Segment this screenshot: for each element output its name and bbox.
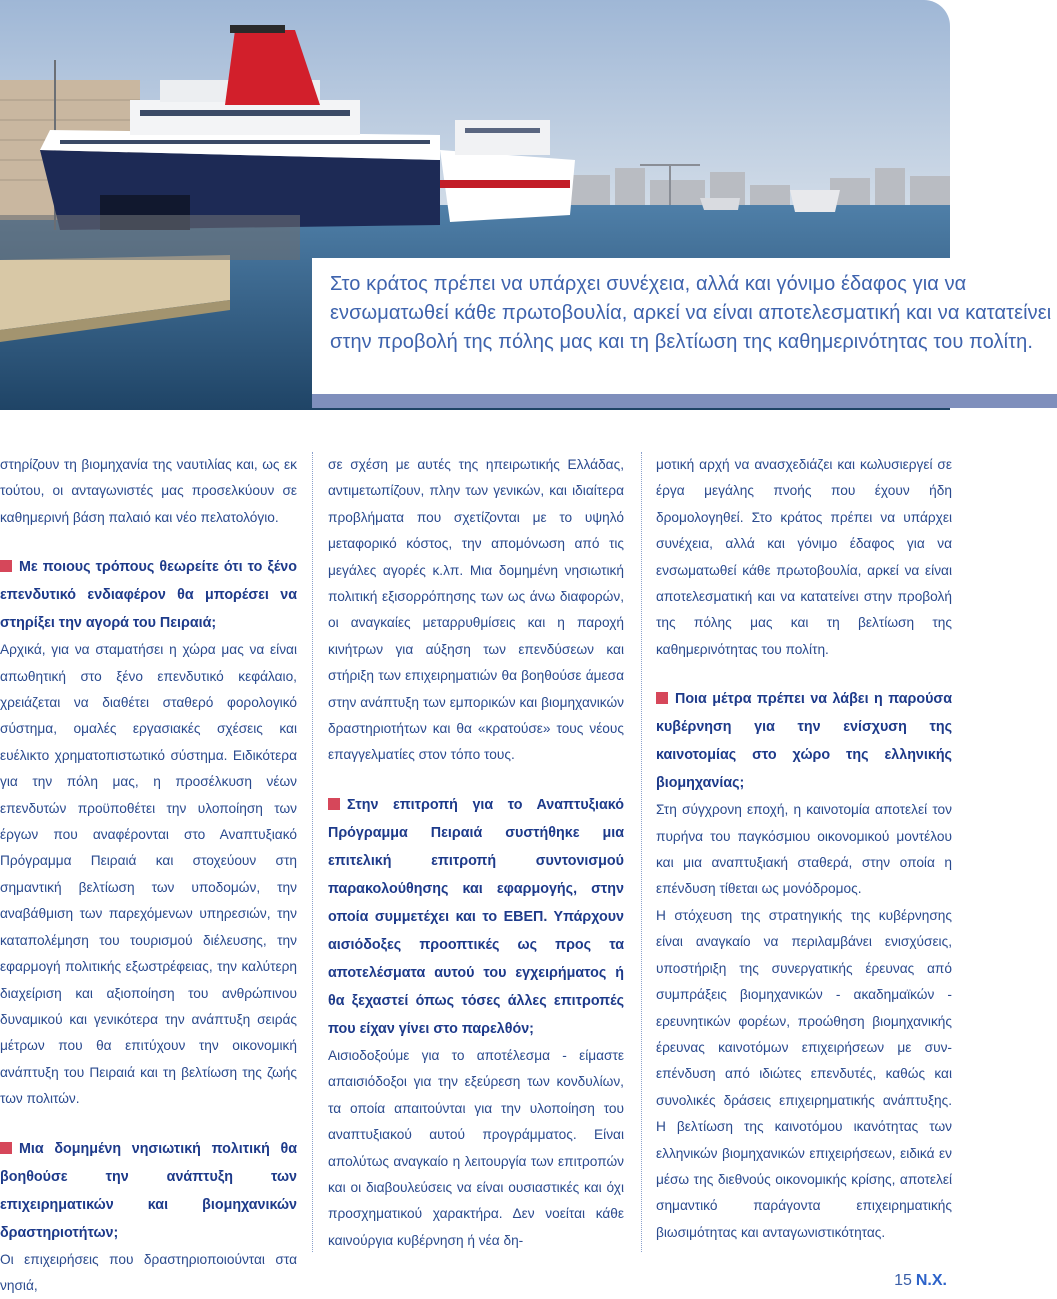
paragraph: Η στόχευση της στρατηγικής της κυβέρνησης είναι αναγκαίο να περιλαμβάνει ενισχύσεις, υποστήριξη της συνεργατικής έρευνας από συμπράξεις βιομηχανικών - ακαδημαϊκών - ερευνητικών φορέων, προώθηση βιομηχανικής έρευνας καινοτόμων επιχειρήσεων με συν-επένδυση από ιδιώτες επενδυτές, καθώς και συνολικές δράσεις επιχειρηματικής ανάπτυξης. Η βελτίωση της καινοτόμου ικανότητας των ελληνικών βιομηχανικών επιχειρήσεων, ειδικά εν μέσω της διεθνούς οικονομικής κρίσης, αποτελεί σημαντικό παράγοντα επιχειρηματικής βιωσιμότητας και ανταγωνιστικότητας.: [656, 907, 952, 1240]
pull-quote-accent-bar: [312, 394, 1057, 408]
paragraph: Οι επιχειρήσεις που δραστηριοποιούνται στα νησιά,: [0, 1251, 297, 1293]
red-square-bullet-icon: [656, 692, 668, 704]
page-footer: [894, 1272, 947, 1290]
paragraph: Στη σύγχρονη εποχή, η καινοτομία αποτελεί τον πυρήνα του παγκόσμιου οικονομικού μοντέλου και μια αναπτυξιακή σταθερά, στην οποία η επένδυση τίθεται ως μονόδρομος.: [656, 802, 952, 897]
paragraph: στηρίζουν τη βιομηχανία της ναυτιλίας και, ως εκ τούτου, οι ανταγωνιστές μας προσελκύουν σε καθημερινή βάση παλαιό και νέο πελατολόγιο.: [0, 457, 297, 525]
question-text: Μια δομημένη νησιωτική πολιτική θα βοηθούσε την ανάπτυξη των επιχειρηματικών και βιομηχανικών δραστηριοτήτων;: [0, 1140, 297, 1241]
article-column-3: [656, 452, 952, 1246]
article-column-2: [328, 452, 624, 1254]
question-text: Στην επιτροπή για το Αναπτυξιακό Πρόγραμμα Πειραιά συστήθηκε μια επιτελική επιτροπή συντονισμού παρακολούθησης και εφαρμογής, στην οποία συμμετέχει και το ΕΒΕΠ. Υπάρχουν αισιόδοξες προοπτικές ως προς τα αποτελέσματα αυτού του εγχειρήματος ή θα ξεχαστεί όπως τόσες άλλες επιτροπές που είχαν γίνει στο παρελθόν;: [328, 796, 624, 1037]
paragraph: μοτική αρχή να ανασχεδιάζει και κωλυσιεργεί σε έργα μεγάλης πνοής που έχουν ήδη δρομολογηθεί. Στο κράτος πρέπει να υπάρχει συνέχεια, αλλά και γόνιμο έδαφος για να ενσωματωθεί κάθε πρωτοβουλία, αρκεί να είναι αποτελεσματική και να κατατείνει στην προβολή της πόλης μας και τη βελτίωση της καθημερινότητας του πολίτη.: [656, 457, 952, 657]
pull-quote: [312, 258, 1057, 406]
interview-question: [0, 1135, 297, 1247]
interview-question: [656, 685, 952, 797]
paragraph: Αισιοδοξούμε για το αποτέλεσμα - είμαστε απαισιόδοξοι για την εξεύρεση των κονδυλίων, τα οποία απαιτούνται για την υλοποίηση του αναπτυξιακού αυτού προγράμματος. Είναι απολύτως αναγκαίο η λειτουργία των επιτροπών και οι διαβουλεύσεις να είναι ουσιαστικές και όχι προσχηματικού χαρακτήρα. Δεν νοείται κάθε καινούργια κυβέρνηση ή νέα δη-: [328, 1047, 624, 1248]
red-square-bullet-icon: [0, 1142, 12, 1154]
interview-question: [328, 791, 624, 1043]
question-text: Με ποιους τρόπους θεωρείτε ότι το ξένο επενδυτικό ενδιαφέρον θα μπορέσει να στηρίξει την αγορά του Πειραιά;: [0, 559, 297, 632]
question-text: Ποια μέτρα πρέπει να λάβει η παρούσα κυβέρνηση για την ενίσχυση της καινοτομίας στο χώρο της ελληνικής βιομηχανίας;: [656, 691, 952, 792]
column-divider: [641, 452, 642, 1252]
red-square-bullet-icon: [328, 798, 340, 810]
page-number: 15: [894, 1272, 912, 1289]
article-column-1: [0, 452, 297, 1299]
interview-question: [0, 553, 297, 637]
magazine-brand: N.X.: [915, 1272, 947, 1289]
column-divider: [312, 452, 313, 1252]
paragraph: σε σχέση με αυτές της ηπειρωτικής Ελλάδας, αντιμετωπίζουν, πλην των γενικών, και ιδιαίτερα προβλήματα που σχετίζονται με το υψηλό μεταφορικό κόστος, την απομόνωση από τις μεγάλες αγορές κ.λπ. Μια δομημένη νησιωτική πολιτική εξισορρόπησης των ως άνω διαφορών, οι αναγκαίες μεταρρυθμίσεις και η παροχή κινήτρων για αύξηση των επενδύσεων και στήριξη των επιχειρηματιών θα βοηθούσε άμεσα στην ανάπτυξη των εμπορικών και βιομηχανικών δραστηριοτήτων και θα «κρατούσε» τους νέους επαγγελματίες στον τόπο τους.: [328, 457, 624, 763]
paragraph: Αρχικά, για να σταματήσει η χώρα μας να είναι απωθητική στο ξένο επενδυτικό κεφάλαιο, χρειάζεται να διαθέτει σταθερό φορολογικό σύστημα, ομαλές εργασιακές σχέσεις και ευέλικτο χρηματοπιστωτικό σύστημα. Ειδικότερα για την πόλη μας, η προσέλκυση νέων επενδυτών προϋποθέτει την υλοποίηση των έργων που αναφέρονται στο Αναπτυξιακό Πρόγραμμα Πειραιά και στοχεύουν στη σημαντική βελτίωση των υποδομών, την αναβάθμιση των παρεχόμενων υπηρεσιών, την καταπολέμηση του τουρισμού διέλευσης, την εφαρμογή πολιτικής εξωστρέφειας, την καλύτερη διαχείριση και αξιοποίηση του ανθρώπινου δυναμικού και γενικότερα την ανάπτυξη σειράς μέτρων που θα επιτύχουν την οικονομική ανάπτυξη του Πειραιά και τη βελτίωση της ζωής των πολιτών.: [0, 642, 297, 1107]
red-square-bullet-icon: [0, 560, 12, 572]
pull-quote-text: Στο κράτος πρέπει να υπάρχει συνέχεια, αλλά και γόνιμο έδαφος για να ενσωματωθεί κάθε πρωτοβουλία, αρκεί να είναι αποτελεσματική και να κατατείνει στην προβολή της πόλης μας και τη βελτίωση της καθημερινότητας του πολίτη.: [330, 273, 1052, 353]
